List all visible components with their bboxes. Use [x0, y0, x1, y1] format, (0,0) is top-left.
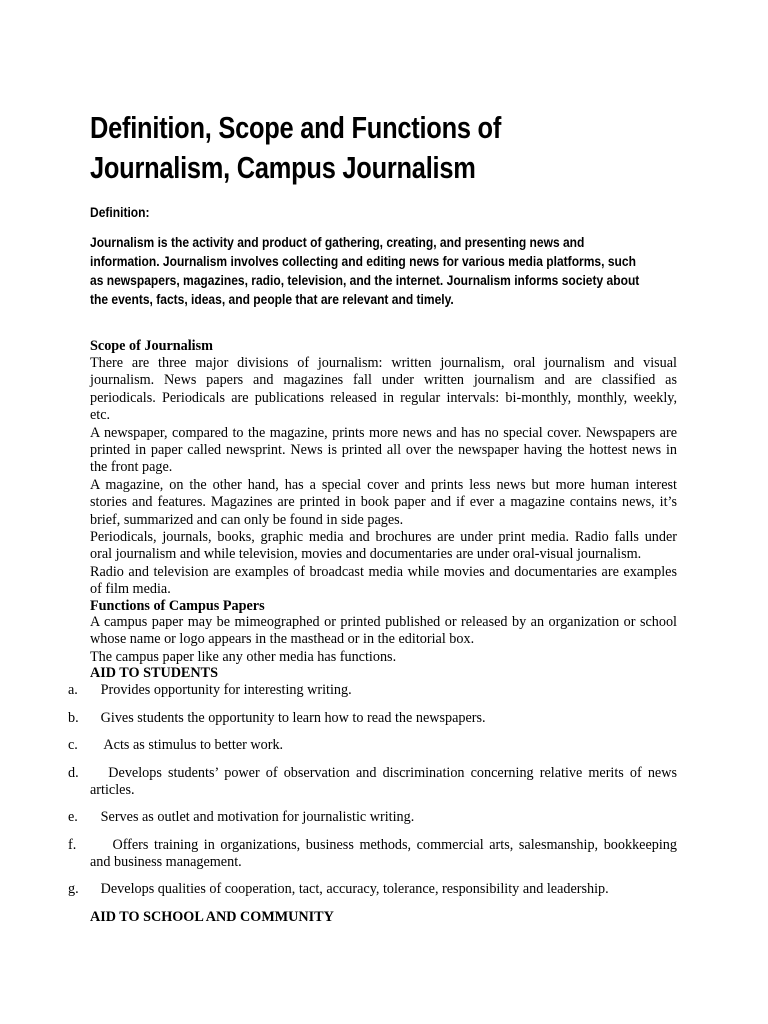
list-item-text: Serves as outlet and motivation for journalistic writing. — [90, 809, 415, 825]
definition-paragraph — [90, 233, 639, 309]
scope-line: A magazine, on the other hand, has a special cover and prints less news but more human interest — [90, 476, 677, 493]
definition-line: information. Journalism involves collecting and editing news for various media platforms, such — [90, 253, 636, 269]
scope-line: periodicals. Periodicals are publications released in regular intervals: bi-monthly, monthly, weekly, — [90, 389, 677, 406]
functions-line: The campus paper like any other media has functions. — [90, 648, 397, 665]
list-item-text: Provides opportunity for interesting writing. — [90, 682, 352, 698]
scope-line: journalism. News papers and magazines fall under written journalism and are classified as — [90, 372, 677, 389]
list-item-text: articles. — [90, 782, 135, 799]
list-item-letter: g. — [68, 881, 79, 897]
list-item-text: Develops students’ power of observation and discrimination concerning relative merits of news — [90, 765, 677, 781]
list-item-letter: c. — [68, 737, 78, 753]
aid-to-school-heading: AID TO SCHOOL AND COMMUNITY — [90, 909, 334, 925]
page-title — [90, 108, 582, 188]
functions-line: A campus paper may be mimeographed or printed published or released by an organization or school — [90, 614, 677, 630]
list-item-text: Develops qualities of cooperation, tact, accuracy, tolerance, responsibility and leadership. — [90, 881, 609, 897]
aid-to-students-heading: AID TO STUDENTS — [90, 665, 218, 681]
scope-line: Radio and television are examples of broadcast media while movies and documentaries are examples — [90, 563, 677, 580]
scope-paragraph — [90, 355, 677, 599]
functions-line: whose name or logo appears in the masthead or in the editorial box. — [90, 631, 475, 648]
definition-line: as newspapers, magazines, radio, television, and the internet. Journalism informs society about — [90, 272, 640, 288]
list-item-text: and business management. — [90, 854, 242, 871]
scope-line: There are three major divisions of journalism: written journalism, oral journalism and visual — [90, 355, 677, 371]
list-item-letter: b. — [68, 710, 79, 726]
scope-line: brief, summarized and can only be found in side pages. — [90, 511, 404, 528]
scope-line: the front page. — [90, 459, 173, 476]
title-line: Definition, Scope and Functions of — [90, 110, 502, 145]
functions-paragraph — [90, 614, 677, 666]
list-item-text: Offers training in organizations, business methods, commercial arts, salesmanship, bookkeeping — [90, 837, 677, 853]
functions-heading: Functions of Campus Papers — [90, 598, 265, 614]
list-item-letter: d. — [68, 765, 79, 781]
definition-heading: Definition: — [90, 204, 150, 220]
definition-line: Journalism is the activity and product of gathering, creating, and presenting news and — [90, 234, 585, 250]
scope-line: Periodicals, journals, books, graphic media and brochures are under print media. Radio falls under — [90, 529, 677, 546]
definition-line: the events, facts, ideas, and people that are relevant and timely. — [90, 291, 454, 307]
scope-line: printed in paper called newsprint. News is printed all over the newspaper having the hottest news in — [90, 442, 677, 459]
title-line: Journalism, Campus Journalism — [90, 150, 476, 185]
scope-line: etc. — [90, 407, 111, 424]
list-item-text: Acts as stimulus to better work. — [90, 737, 284, 753]
scope-line: oral journalism and while television, movies and documentaries are under oral-visual journalism. — [90, 546, 642, 563]
list-item-letter: f. — [68, 837, 77, 853]
scope-heading: Scope of Journalism — [90, 338, 213, 354]
list-item-letter: a. — [68, 682, 78, 698]
scope-line: stories and features. Magazines are printed in book paper and if ever a magazine contains news, it’s — [90, 494, 677, 511]
scope-line: of film media. — [90, 581, 171, 598]
scope-line: A newspaper, compared to the magazine, prints more news and has no special cover. Newspapers are — [90, 424, 677, 441]
list-item-letter: e. — [68, 809, 78, 825]
list-item-text: Gives students the opportunity to learn how to read the newspapers. — [90, 710, 486, 726]
